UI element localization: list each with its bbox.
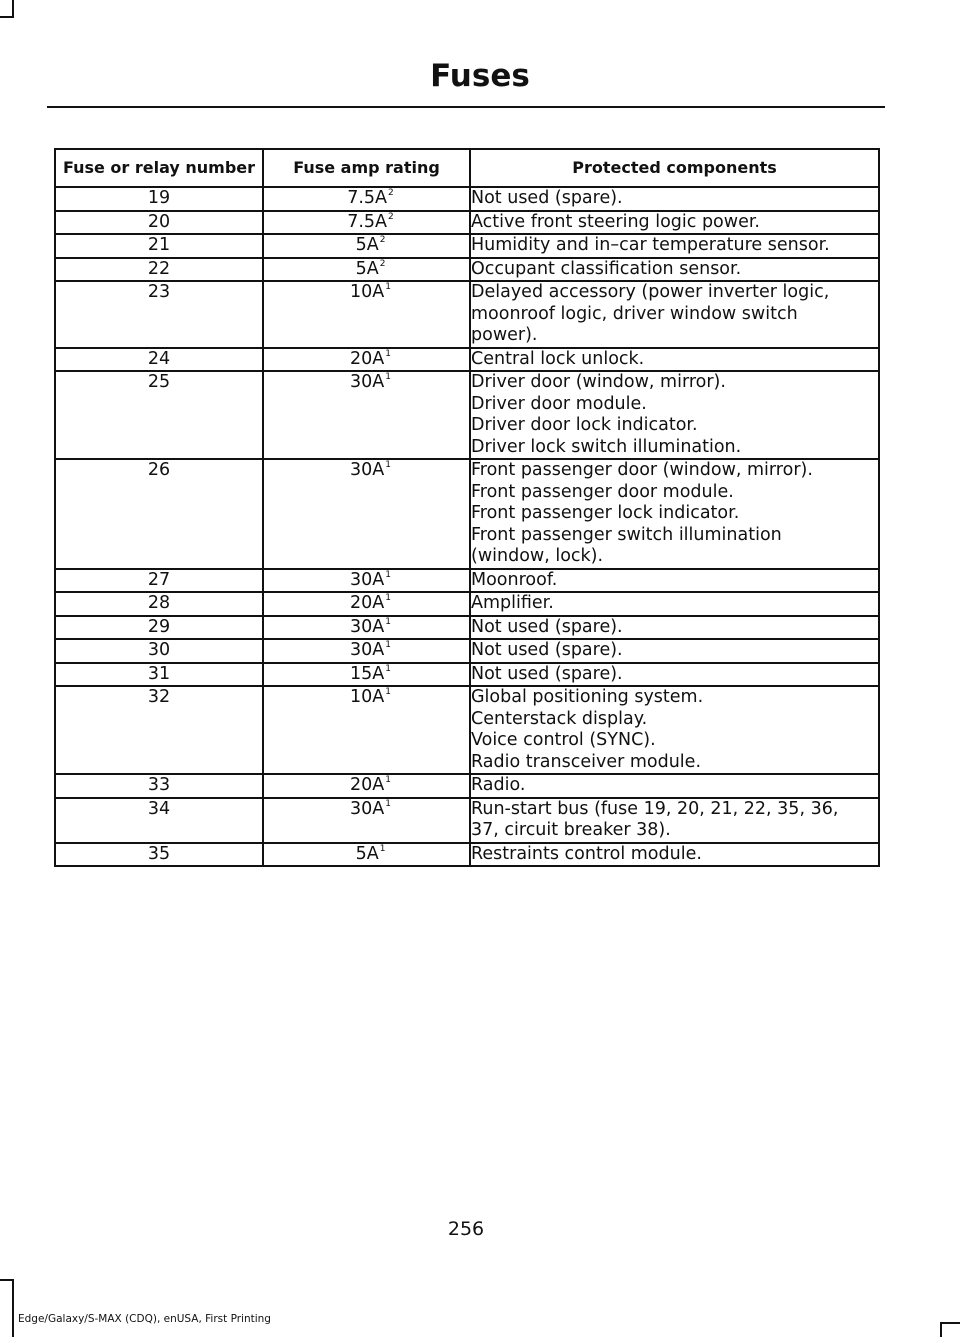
table-row	[55, 686, 879, 774]
fuse-amp-rating	[263, 371, 470, 459]
fuse-amp-rating	[263, 774, 470, 798]
fuse-number: 26	[55, 459, 263, 569]
component-line: Driver door module.	[471, 393, 647, 414]
table-row	[55, 281, 879, 348]
fuse-amp-rating	[263, 639, 470, 663]
amp-value-wrapper	[356, 844, 386, 864]
fuse-number: 28	[55, 592, 263, 616]
protected-components	[470, 843, 879, 867]
table-row	[55, 663, 879, 687]
fuse-amp-rating	[263, 843, 470, 867]
amp-value: 30A	[350, 460, 385, 480]
amp-footnote-marker: 1	[385, 348, 391, 359]
table-row	[55, 569, 879, 593]
component-line: Radio.	[471, 775, 526, 795]
fuse-number: 25	[55, 371, 263, 459]
table-row	[55, 187, 879, 211]
amp-value-wrapper	[350, 282, 391, 302]
component-line: power).	[471, 325, 538, 345]
fuse-number: 32	[55, 686, 263, 774]
amp-footnote-marker: 1	[385, 460, 391, 470]
amp-value-wrapper	[347, 188, 394, 208]
protected-components	[470, 774, 879, 798]
amp-value-wrapper	[350, 372, 391, 392]
column-header-number: Fuse or relay number	[55, 149, 263, 187]
amp-footnote-marker: 1	[385, 640, 391, 650]
component-line: Delayed accessory (power inverter logic,	[471, 282, 830, 302]
fuse-number: 30	[55, 639, 263, 663]
amp-value: 7.5A	[347, 188, 388, 208]
component-line: Front passenger door module.	[471, 481, 734, 502]
amp-value-wrapper	[350, 775, 391, 795]
fuse-number: 27	[55, 569, 263, 593]
fuse-amp-rating	[263, 281, 470, 348]
fuse-amp-rating	[263, 798, 470, 843]
amp-value: 10A	[350, 282, 385, 302]
protected-components	[470, 211, 879, 235]
protected-components	[470, 281, 879, 348]
table-row	[55, 371, 879, 459]
table-row	[55, 211, 879, 235]
amp-value-wrapper	[350, 593, 391, 613]
component-line: Not used (spare).	[471, 663, 623, 684]
component-line: Occupant classification sensor.	[471, 258, 742, 279]
amp-value-wrapper	[350, 799, 391, 819]
page-number: 256	[447, 1218, 485, 1240]
component-line: Not used (spare).	[471, 640, 623, 660]
protected-components	[470, 616, 879, 640]
fuse-number: 21	[55, 234, 263, 258]
table-row	[55, 592, 879, 616]
crop-mark-bottom-left	[12, 1279, 14, 1337]
amp-footnote-marker: 1	[385, 775, 391, 785]
fuse-number: 20	[55, 211, 263, 235]
column-header-components: Protected components	[470, 149, 879, 187]
amp-value: 7.5A	[347, 211, 388, 232]
component-line: Driver door lock indicator.	[471, 415, 698, 435]
component-line: Not used (spare).	[471, 616, 623, 637]
component-line: (window, lock).	[471, 546, 604, 566]
component-line: moonroof logic, driver window switch	[471, 303, 798, 324]
component-line: Centerstack display.	[471, 708, 648, 729]
amp-value: 5A	[355, 843, 379, 864]
amp-value-wrapper	[356, 235, 386, 255]
table-row	[55, 348, 879, 372]
component-line: Humidity and in–car temperature sensor.	[471, 235, 830, 255]
crop-mark-bottom-right-h	[940, 1322, 960, 1324]
crop-mark-top-left	[12, 0, 14, 16]
table-row	[55, 459, 879, 569]
amp-value-wrapper	[350, 570, 391, 590]
protected-components	[470, 569, 879, 593]
fuse-number: 34	[55, 798, 263, 843]
amp-value: 30A	[350, 798, 385, 819]
component-line: Front passenger lock indicator.	[471, 503, 740, 523]
amp-value-wrapper	[350, 617, 391, 637]
fuse-amp-rating	[263, 686, 470, 774]
component-line: Driver lock switch illumination.	[471, 436, 742, 457]
protected-components	[470, 187, 879, 211]
table-body	[55, 187, 879, 866]
fuse-amp-rating	[263, 234, 470, 258]
fuse-number: 33	[55, 774, 263, 798]
amp-value: 5A	[355, 235, 379, 255]
header-rule	[47, 106, 885, 108]
component-line: Amplifier.	[471, 593, 554, 613]
fuse-number: 23	[55, 281, 263, 348]
table-row	[55, 616, 879, 640]
fuse-amp-rating	[263, 569, 470, 593]
table-row	[55, 798, 879, 843]
amp-footnote-marker: 1	[385, 593, 391, 603]
component-line: Global positioning system.	[471, 687, 704, 707]
component-line: Front passenger door (window, mirror).	[471, 460, 813, 480]
component-line: Moonroof.	[471, 569, 558, 590]
amp-value: 30A	[350, 372, 385, 392]
amp-footnote-marker: 1	[385, 798, 391, 809]
table-row	[55, 234, 879, 258]
protected-components	[470, 798, 879, 843]
component-line: Driver door (window, mirror).	[471, 372, 726, 392]
protected-components	[470, 663, 879, 687]
protected-components	[470, 234, 879, 258]
protected-components	[470, 348, 879, 372]
crop-mark-top-left-h	[0, 16, 14, 18]
protected-components	[470, 459, 879, 569]
fuse-number: 19	[55, 187, 263, 211]
edition-footer: Edge/Galaxy/S-MAX (CDQ), enUSA, First Printing	[18, 1313, 271, 1325]
amp-value-wrapper	[350, 349, 391, 369]
amp-footnote-marker: 1	[385, 616, 391, 627]
fuse-amp-rating	[263, 211, 470, 235]
fuse-number: 35	[55, 843, 263, 867]
amp-footnote-marker: 2	[379, 258, 386, 269]
fuse-amp-rating	[263, 348, 470, 372]
fuse-number: 22	[55, 258, 263, 282]
amp-value-wrapper	[350, 664, 391, 684]
amp-value-wrapper	[347, 212, 394, 232]
amp-value: 10A	[350, 687, 385, 707]
fuse-amp-rating	[263, 592, 470, 616]
crop-mark-bottom-left-h	[0, 1279, 14, 1281]
component-line: Front passenger switch illumination	[471, 524, 782, 545]
component-line: Run-start bus (fuse 19, 20, 21, 22, 35, 36,	[471, 798, 839, 819]
amp-value: 15A	[350, 663, 385, 684]
protected-components	[470, 686, 879, 774]
amp-footnote-marker: 1	[385, 372, 391, 382]
amp-footnote-marker: 2	[379, 235, 386, 245]
fuse-number: 24	[55, 348, 263, 372]
amp-footnote-marker: 1	[385, 663, 391, 674]
amp-footnote-marker: 1	[385, 687, 391, 697]
fuse-amp-rating	[263, 258, 470, 282]
table-row	[55, 774, 879, 798]
amp-value: 30A	[350, 640, 385, 660]
fuse-amp-rating	[263, 663, 470, 687]
column-header-amp: Fuse amp rating	[263, 149, 470, 187]
amp-value-wrapper	[350, 460, 391, 480]
amp-value-wrapper	[356, 259, 386, 279]
component-line: Active front steering logic power.	[471, 211, 760, 232]
fuse-amp-rating	[263, 459, 470, 569]
fuse-amp-rating	[263, 616, 470, 640]
component-line: Restraints control module.	[471, 843, 702, 864]
table-row	[55, 258, 879, 282]
protected-components	[470, 371, 879, 459]
amp-value-wrapper	[350, 640, 391, 660]
fuse-number: 31	[55, 663, 263, 687]
component-line: Radio transceiver module.	[471, 751, 702, 772]
amp-footnote-marker: 1	[379, 843, 386, 854]
amp-value-wrapper	[350, 687, 391, 707]
protected-components	[470, 639, 879, 663]
amp-footnote-marker: 1	[385, 282, 391, 292]
component-line: Voice control (SYNC).	[471, 730, 656, 750]
table-row	[55, 639, 879, 663]
amp-footnote-marker: 1	[385, 569, 391, 580]
fuse-number: 29	[55, 616, 263, 640]
component-line: 37, circuit breaker 38).	[471, 820, 671, 840]
amp-footnote-marker: 2	[388, 188, 394, 198]
fuse-table	[54, 148, 880, 867]
table-row	[55, 843, 879, 867]
amp-value: 20A	[350, 348, 385, 369]
amp-value: 20A	[350, 775, 385, 795]
component-line: Central lock unlock.	[471, 348, 645, 369]
page-title: Fuses	[430, 58, 530, 94]
component-line: Not used (spare).	[471, 188, 623, 208]
amp-value: 30A	[350, 569, 385, 590]
fuse-amp-rating	[263, 187, 470, 211]
amp-value: 5A	[355, 258, 379, 279]
amp-footnote-marker: 2	[388, 211, 394, 222]
crop-mark-bottom-right	[940, 1322, 942, 1337]
protected-components	[470, 258, 879, 282]
amp-value: 30A	[350, 616, 385, 637]
table-header-row	[55, 149, 879, 187]
protected-components	[470, 592, 879, 616]
amp-value: 20A	[350, 593, 385, 613]
